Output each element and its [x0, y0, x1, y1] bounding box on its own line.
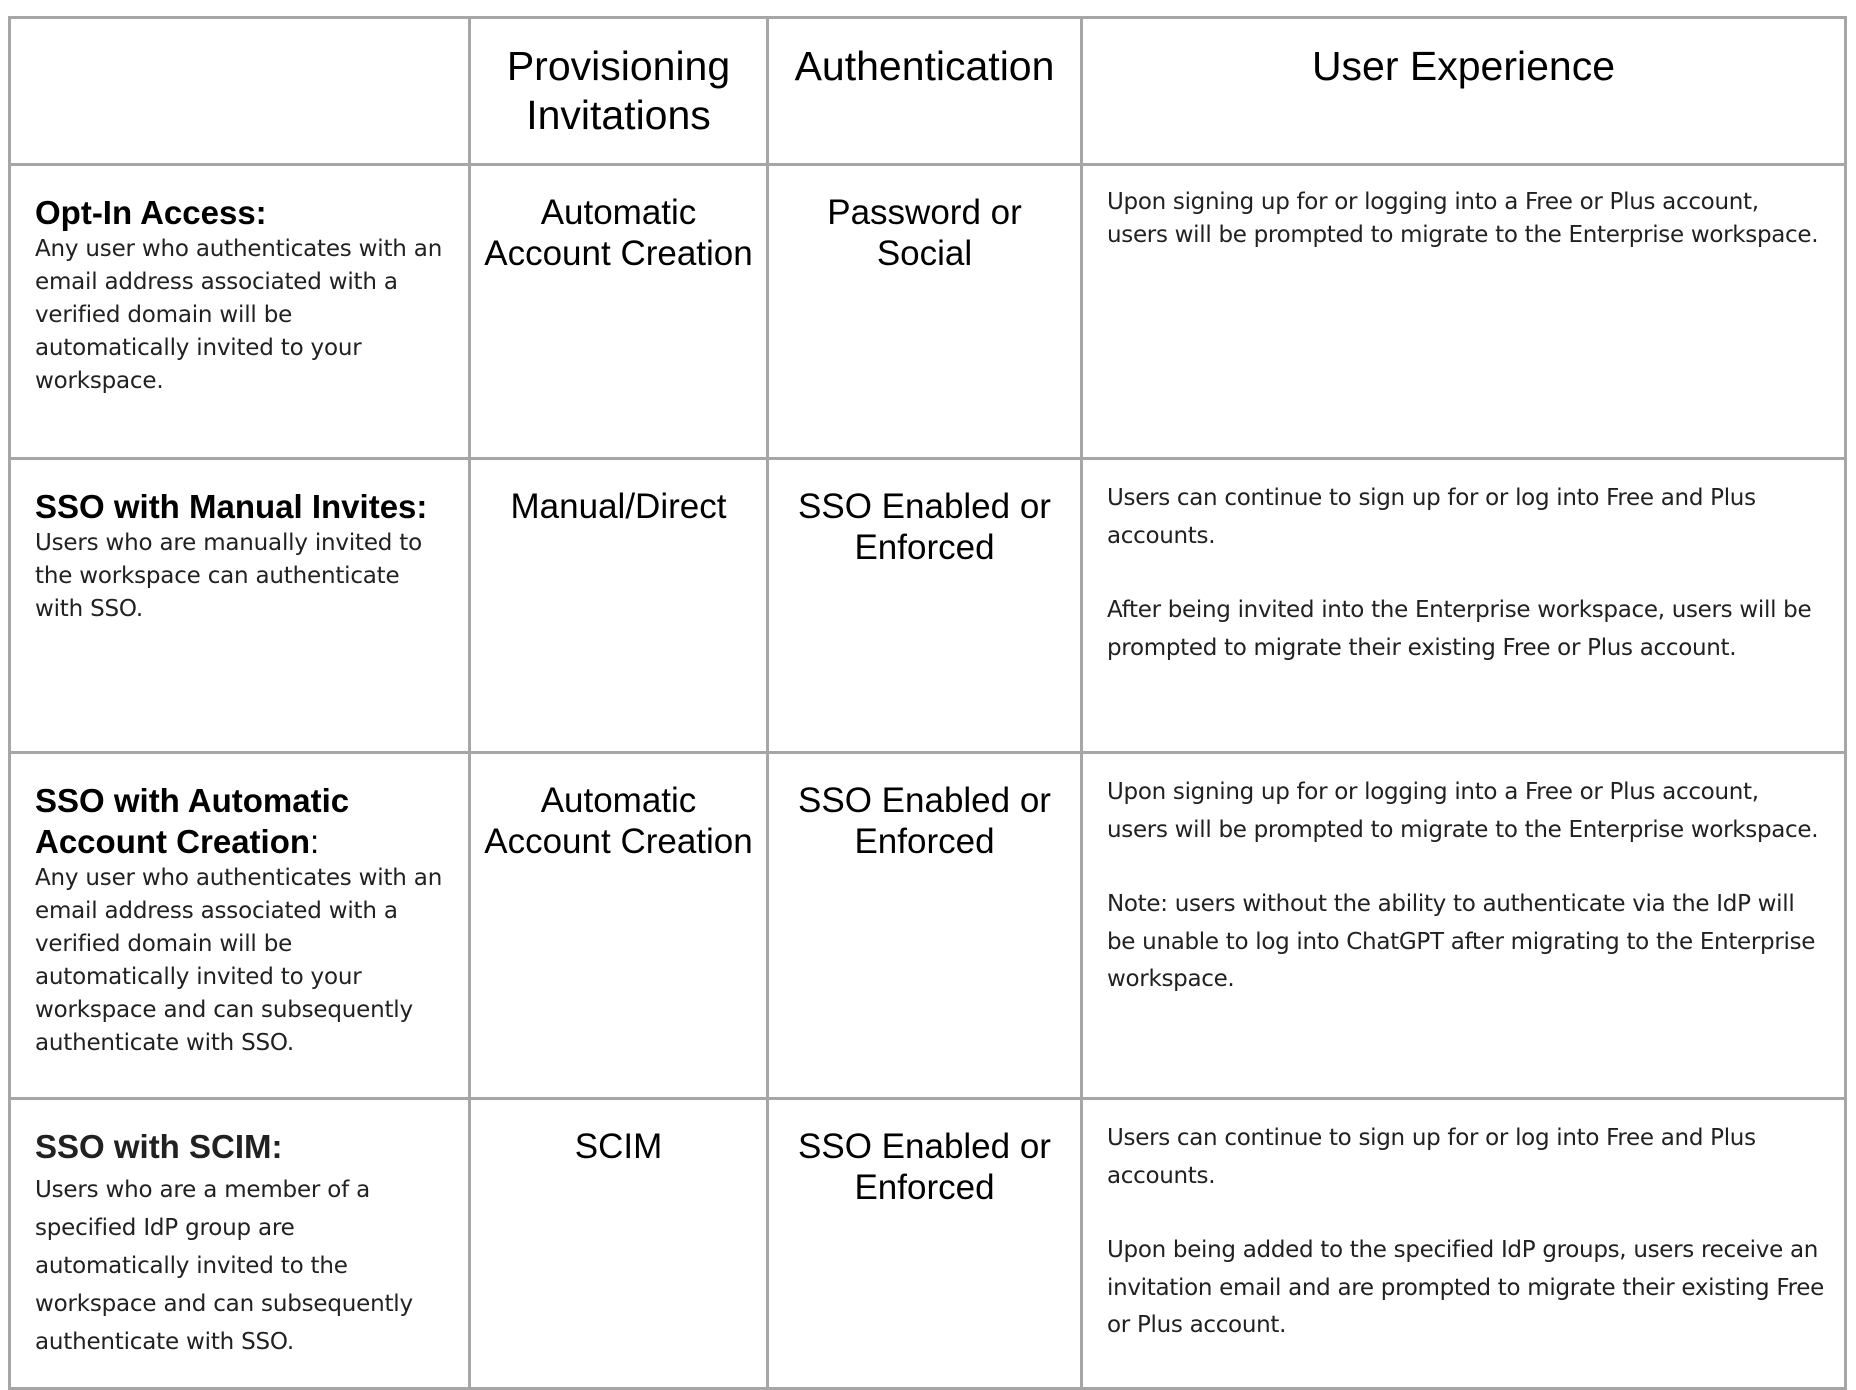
method-cell: [10, 1099, 470, 1389]
header-provisioning: [470, 18, 768, 165]
method-cell: [10, 753, 470, 1099]
method-title: Opt-In Access:: [35, 194, 267, 231]
method-cell: [10, 459, 470, 753]
header-user-experience: [1082, 18, 1846, 165]
user-experience-paragraph: After being invited into the Enterprise workspace, users will be prompted to migrate their existing Free or Plus account.: [1107, 597, 1812, 661]
authentication-cell: Password or Social: [768, 165, 1082, 459]
header-user-experience-label: User Experience: [1311, 43, 1616, 89]
provisioning-cell: Manual/Direct: [470, 459, 768, 753]
user-experience-paragraph: Upon being added to the specified IdP groups, users receive an invitation email and are prompted to migrate their existing Free or Plus account.: [1107, 1237, 1824, 1338]
user-experience-paragraph: Note: users without the ability to authenticate via the IdP will be unable to log into ChatGPT after migrating to the Enterprise workspace.: [1107, 891, 1816, 992]
table-row: [10, 1099, 1846, 1389]
method-description: Any user who authenticates with an email address associated with a verified domain will be automatically invited to your workspace and can subsequently authenticate with SSO.: [35, 865, 443, 1056]
provisioning-cell: SCIM: [470, 1099, 768, 1389]
header-empty: [10, 18, 470, 165]
user-experience-paragraph: Users can continue to sign up for or log into Free and Plus accounts.: [1107, 485, 1756, 549]
method-title: SSO with Automatic Account Creation:: [35, 782, 350, 860]
method-description: Users who are a member of a specified IdP group are automatically invited to the workspace and can subsequently authenticate with SSO.: [35, 1177, 413, 1355]
user-experience-cell: [1082, 1099, 1846, 1389]
header-provisioning-label: Provisioning Invitations: [506, 43, 731, 138]
table-row: [10, 459, 1846, 753]
table-row: [10, 165, 1846, 459]
access-methods-table: [8, 16, 1847, 1390]
header-row: [10, 18, 1846, 165]
authentication-cell: SSO Enabled or Enforced: [768, 1099, 1082, 1389]
authentication-cell: SSO Enabled or Enforced: [768, 459, 1082, 753]
provisioning-cell: Automatic Account Creation: [470, 165, 768, 459]
user-experience-cell: [1082, 165, 1846, 459]
method-description: Any user who authenticates with an email address associated with a verified domain will be automatically invited to your workspace.: [35, 236, 443, 394]
user-experience-paragraph: Upon signing up for or logging into a Free or Plus account, users will be prompted to migrate to the Enterprise workspace.: [1107, 779, 1819, 843]
header-authentication-label: Authentication: [794, 43, 1055, 89]
method-cell: [10, 165, 470, 459]
user-experience-paragraph: Users can continue to sign up for or log into Free and Plus accounts.: [1107, 1125, 1756, 1189]
header-authentication: [768, 18, 1082, 165]
table-row: [10, 753, 1846, 1099]
method-title: SSO with Manual Invites:: [35, 488, 428, 525]
method-description: Users who are manually invited to the workspace can authenticate with SSO.: [35, 530, 422, 622]
authentication-cell: SSO Enabled or Enforced: [768, 753, 1082, 1099]
user-experience-paragraph: Upon signing up for or logging into a Free or Plus account, users will be prompted to migrate to the Enterprise workspace.: [1107, 189, 1819, 248]
user-experience-cell: [1082, 459, 1846, 753]
method-title: SSO with SCIM:: [35, 1128, 283, 1165]
provisioning-cell: Automatic Account Creation: [470, 753, 768, 1099]
user-experience-cell: [1082, 753, 1846, 1099]
